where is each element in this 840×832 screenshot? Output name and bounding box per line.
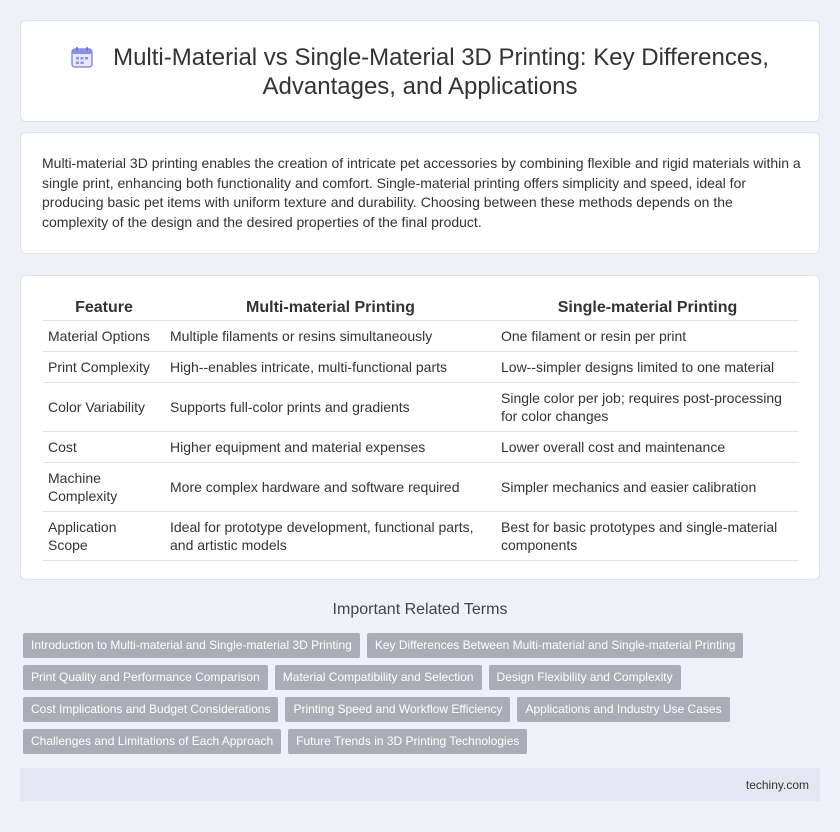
feature-cell: Color Variability [43,382,165,431]
related-term-tag[interactable]: Design Flexibility and Complexity [489,665,681,690]
single-cell: One filament or resin per print [496,320,799,351]
related-term-tag[interactable]: Introduction to Multi-material and Single-material 3D Printing [23,633,360,658]
table-row [43,431,799,462]
related-term-tag[interactable]: Printing Speed and Workflow Efficiency [285,697,510,722]
table-row [43,511,799,560]
table-row [43,320,799,351]
multi-cell: Ideal for prototype development, functional parts, and artistic models [165,511,496,560]
single-cell: Best for basic prototypes and single-material components [496,511,799,560]
table-row [43,382,799,431]
comparison-card [20,275,820,580]
multi-cell: Higher equipment and material expenses [165,431,496,462]
related-terms-list [23,633,823,761]
related-term-tag[interactable]: Cost Implications and Budget Considerations [23,697,278,722]
table-row [43,462,799,511]
multi-cell: Multiple filaments or resins simultaneously [165,320,496,351]
multi-cell: High--enables intricate, multi-functional parts [165,351,496,382]
page-title: Multi-Material vs Single-Material 3D Printing: Key Differences, Advantages, and Applications [113,44,769,100]
single-cell: Low--simpler designs limited to one material [496,351,799,382]
feature-cell: Application Scope [43,511,165,560]
single-cell: Lower overall cost and maintenance [496,431,799,462]
header-single-material: Single-material Printing [557,298,738,316]
feature-cell: Material Options [43,320,165,351]
header-multi-material: Multi-material Printing [246,298,415,316]
intro-card [20,132,820,254]
related-term-tag[interactable]: Key Differences Between Multi-material and Single-material Printing [367,633,744,658]
single-cell: Simpler mechanics and easier calibration [496,462,799,511]
multi-cell: Supports full-color prints and gradients [165,382,496,431]
single-cell: Single color per job; requires post-processing for color changes [496,382,799,431]
related-term-tag[interactable]: Applications and Industry Use Cases [517,697,729,722]
header-feature: Feature [75,298,133,316]
related-term-tag[interactable]: Material Compatibility and Selection [275,665,482,690]
page-title-wrap [21,43,819,101]
related-terms-heading: Important Related Terms [332,601,508,618]
related-term-tag[interactable]: Challenges and Limitations of Each Approach [23,729,281,754]
title-card [20,20,820,122]
comparison-table [43,296,799,561]
calendar-icon [71,46,93,68]
related-term-tag[interactable]: Future Trends in 3D Printing Technologies [288,729,527,754]
feature-cell: Cost [43,431,165,462]
intro-paragraph: Multi-material 3D printing enables the creation of intricate pet accessories by combining flexible and rigid materials within a single print, enhancing both functionality and comfort. Single-material printing offers simplicity and speed, ideal for producing basic pet items with uniform texture and durability. Choosing between these methods depends on the complexity of the design and the desired properties of the final product. [42,155,801,230]
multi-cell: More complex hardware and software required [165,462,496,511]
related-term-tag[interactable]: Print Quality and Performance Comparison [23,665,268,690]
footer-site-link[interactable]: techiny.com [745,778,809,792]
feature-cell: Machine Complexity [43,462,165,511]
footer [20,768,820,801]
feature-cell: Print Complexity [43,351,165,382]
table-row [43,351,799,382]
table-header-row [43,296,799,320]
